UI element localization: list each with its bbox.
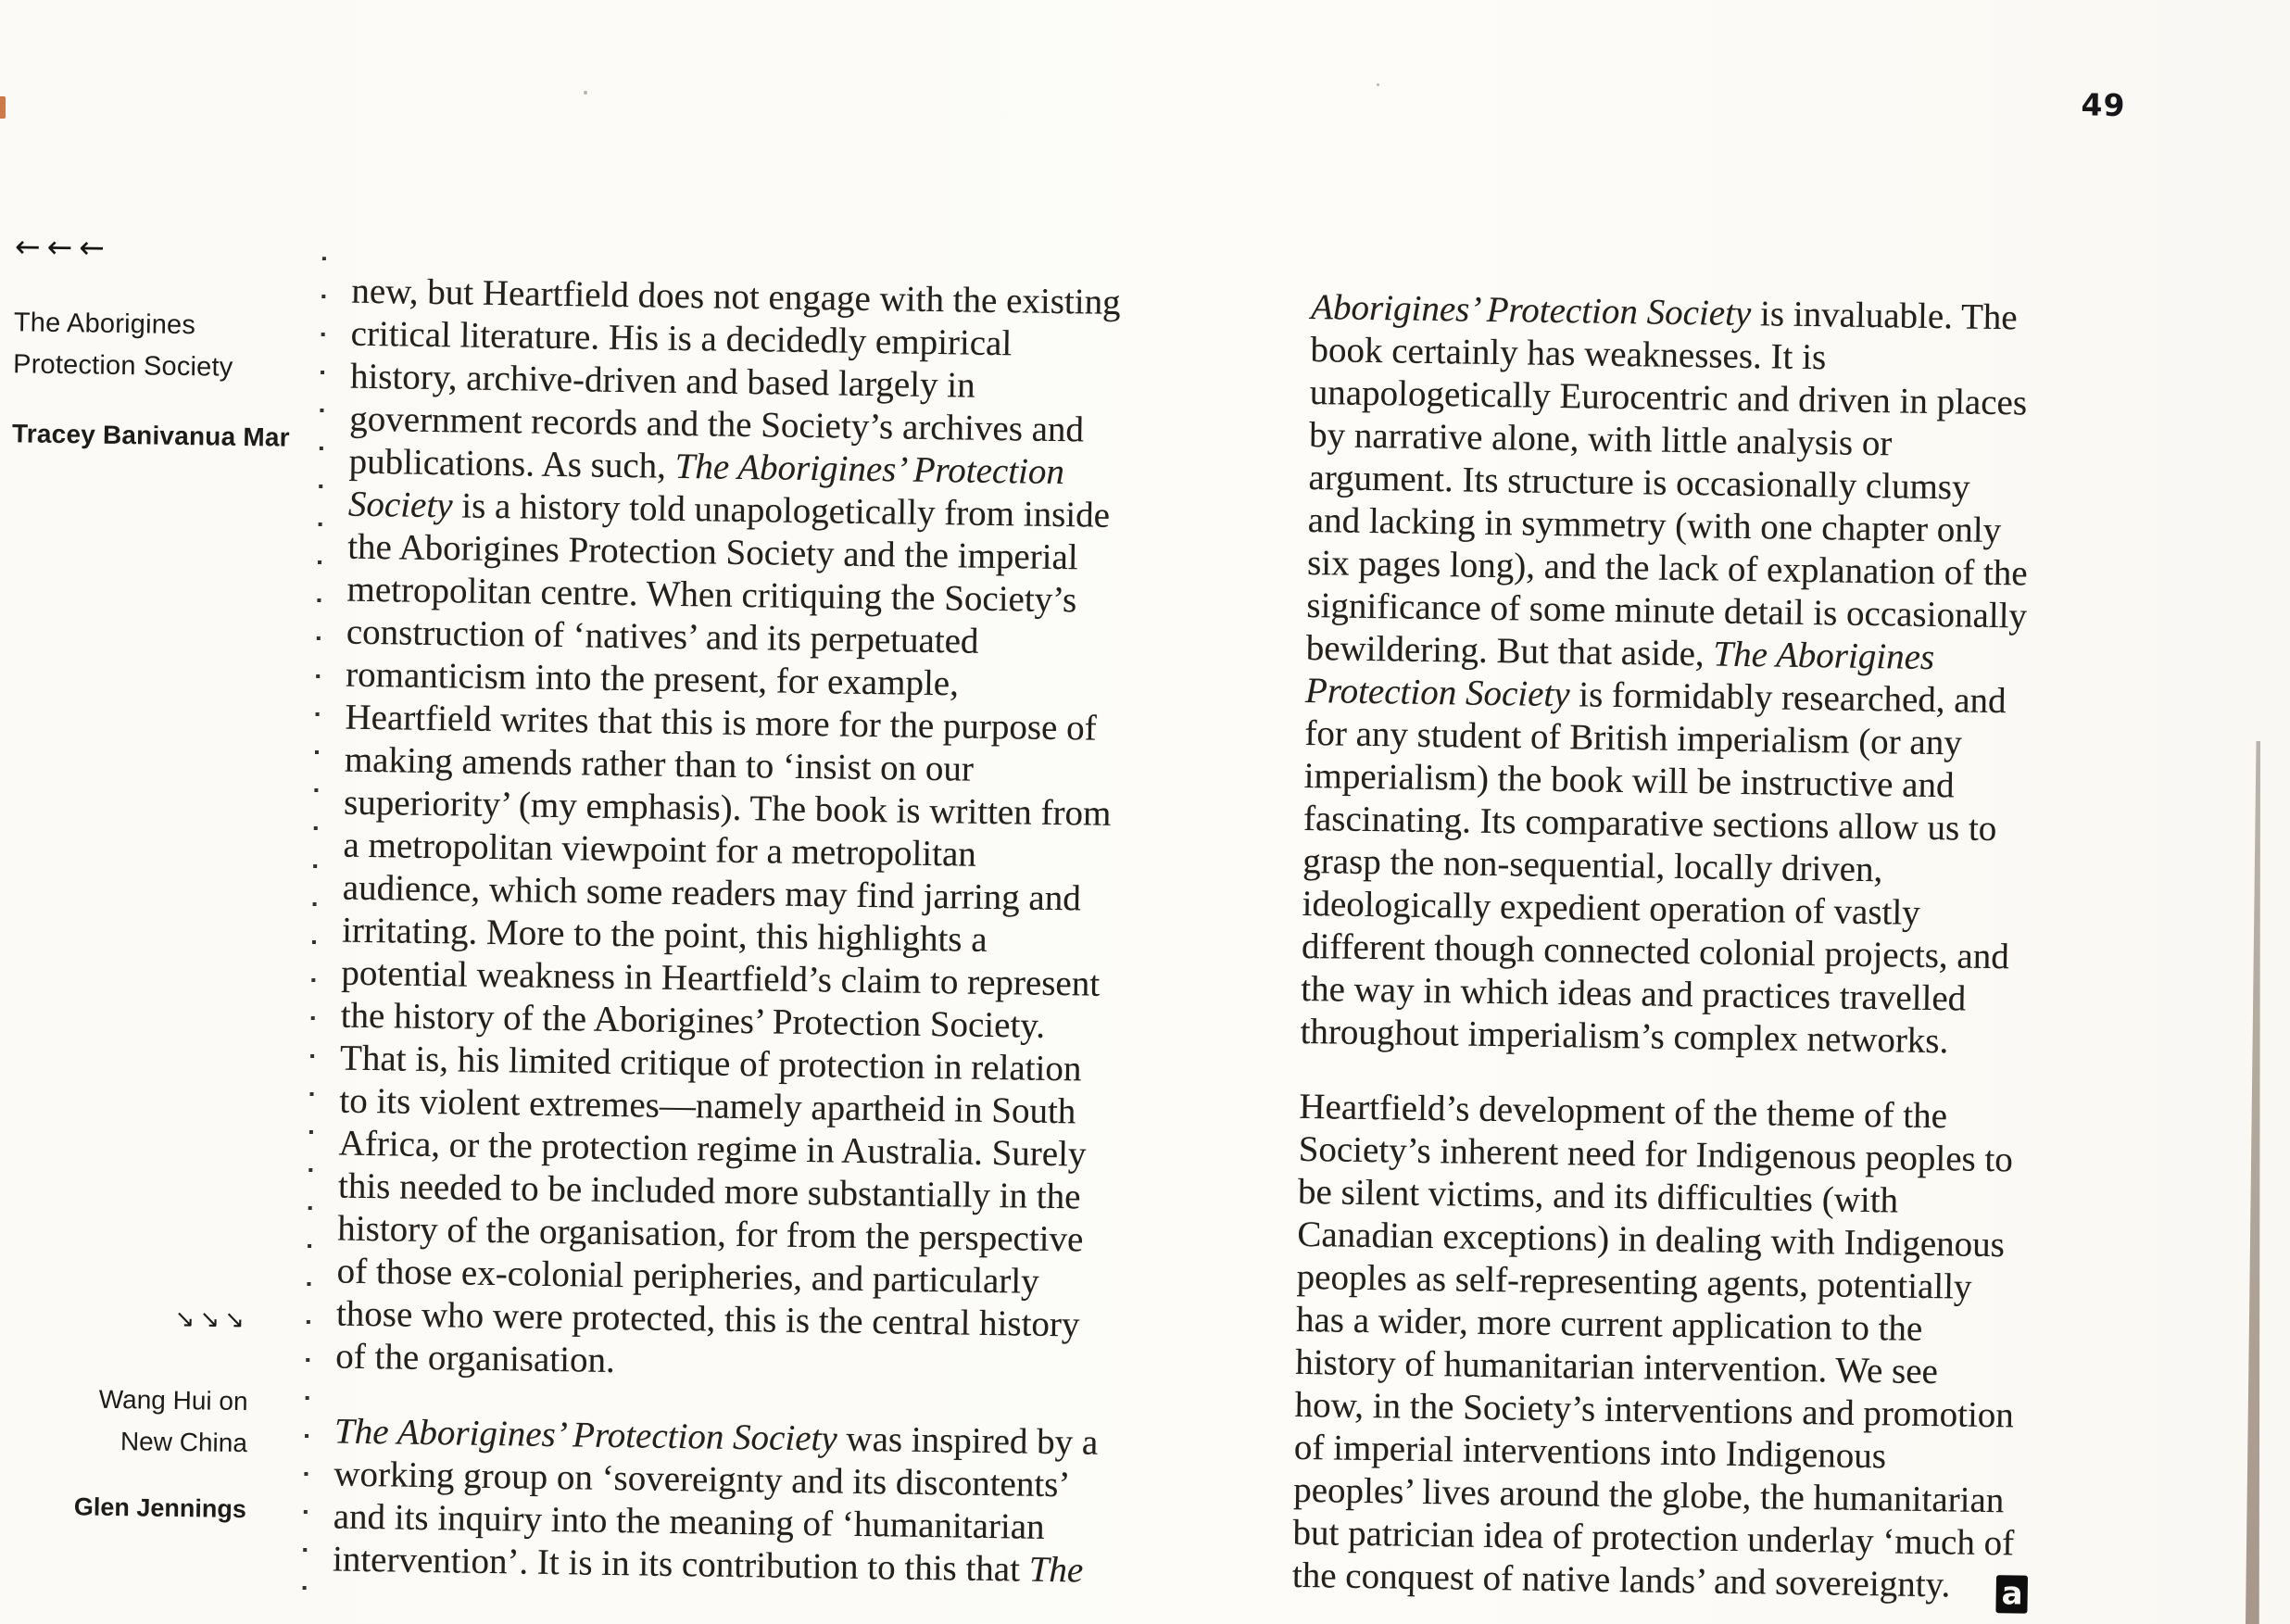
text-line: significance of some minute detail is occasionally (1306, 585, 2028, 636)
paragraph (333, 1411, 1303, 1595)
text-line: Africa, or the protection regime in Australia. Surely (338, 1123, 1087, 1175)
text-line: metropolitan centre. When critiquing the Society’s (346, 569, 1077, 621)
current-article-author: Tracey Banivanua Mar (11, 419, 290, 452)
current-article-title (13, 302, 234, 389)
text-line: potential weakness in Heartfield’s claim to represent (341, 952, 1101, 1004)
next-article-title-line-1: Wang Hui on (98, 1384, 248, 1416)
text-line: The Aborigines’ Protection Society was inspired by a (333, 1411, 1099, 1463)
text-line: the history of the Aborigines’ Protection Society. (340, 995, 1046, 1046)
text-line: of the organisation. (335, 1336, 616, 1381)
text-line: book certainly has weaknesses. It is (1310, 330, 1827, 378)
text-line: imperialism) the book will be instructive and (1303, 755, 1955, 806)
next-article-author: Glen Jennings (73, 1492, 247, 1524)
text-line: irritating. More to the point, this highlights a (341, 910, 988, 960)
text-line: but patrician idea of protection underlay ‘much of (1292, 1512, 2015, 1564)
text-line: romanticism into the present, for example, (345, 654, 960, 704)
text-line: by narrative alone, with little analysis or (1308, 415, 1893, 464)
page-number: 49 (2081, 86, 2126, 124)
article-column-1 (333, 271, 1320, 1595)
paragraph (1300, 286, 2279, 1067)
text-line: new, but Heartfield does not engage with the existing (351, 271, 1121, 322)
text-line: a metropolitan viewpoint for a metropolitan (343, 825, 977, 875)
text-line: different though connected colonial projects, and (1301, 925, 2010, 977)
text-line: Society is a history told unapologetically from inside (347, 484, 1111, 535)
text-line: the conquest of native lands’ and sovereignty. a (1292, 1555, 2261, 1611)
paragraph (335, 271, 1320, 1392)
text-line: ideologically expedient operation of vastly (1302, 883, 1921, 933)
next-article-title (0, 1377, 248, 1464)
next-article-arrows-icon: ↘↘↘ (174, 1304, 250, 1335)
text-line: bewildering. But that aside, The Aborigines (1305, 627, 1935, 678)
text-line: history of humanitarian intervention. We see (1295, 1341, 1939, 1392)
scan-speck (1377, 83, 1379, 86)
text-line: Canadian exceptions) in dealing with Indigenous (1297, 1214, 2006, 1265)
text-line: superiority’ (my emphasis). The book is written from (343, 782, 1112, 834)
text-line: the way in which ideas and practices travelled (1301, 968, 1967, 1019)
end-of-article-mark: a (1996, 1575, 2029, 1613)
text-line: argument. Its structure is occasionally clumsy (1308, 458, 1970, 508)
text-line: peoples’ lives around the globe, the humanitarian (1292, 1469, 2005, 1521)
scan-edge-red-mark (0, 96, 6, 119)
text-line: publications. As such, The Aborigines’ Protection (348, 441, 1065, 493)
text-line: working group on ‘sovereignty and its discontents’ (333, 1454, 1071, 1505)
text-line: audience, which some readers may find jarring and (342, 867, 1082, 919)
text-line: the Aborigines Protection Society and the imperial (346, 526, 1079, 578)
next-article-title-line-2: New China (120, 1427, 248, 1458)
text-line: this needed to be included more substantially in the (337, 1165, 1081, 1217)
text-line: making amends rather than to ‘insist on our (344, 739, 975, 789)
text-line: peoples as self-representing agents, potentially (1296, 1256, 1972, 1307)
text-line: construction of ‘natives’ and its perpetuated (346, 611, 979, 661)
text-line: and its inquiry into the meaning of ‘humanitarian (333, 1496, 1045, 1547)
text-line: Aborigines’ Protection Society is invaluable. The (1310, 287, 2018, 338)
text-line: throughout imperialism’s complex networks. (1300, 1011, 1949, 1062)
text-line: government records and the Society’s archives and (349, 398, 1085, 450)
dotted-column-separator (302, 257, 326, 1624)
current-article-title-line-2: Protection Society (12, 349, 233, 383)
text-line: Heartfield writes that this is more for the purpose of (345, 697, 1097, 749)
scan-speck (584, 91, 587, 94)
article-column-2 (1292, 286, 2280, 1611)
text-line: That is, his limited critique of protection in relation (339, 1038, 1082, 1089)
prev-pages-arrows-icon: ←←← (14, 228, 112, 266)
text-line: of imperial interventions into Indigenous (1293, 1427, 1887, 1477)
text-line: has a wider, more current application to the (1295, 1299, 1923, 1349)
text-line: for any student of British imperialism (or any (1304, 712, 1963, 763)
text-line: intervention’. It is in its contribution to this that The (332, 1539, 1084, 1591)
text-line: unapologetically Eurocentric and driven in places (1309, 372, 2028, 423)
text-line: to its violent extremes—namely apartheid in South (339, 1080, 1076, 1132)
text-line: grasp the non-sequential, locally driven, (1302, 840, 1883, 890)
text-line: Society’s inherent need for Indigenous peoples to (1298, 1128, 2014, 1180)
text-line: those who were protected, this is the central history (335, 1293, 1080, 1345)
text-line: and lacking in symmetry (with one chapter only (1307, 500, 2002, 551)
text-line: fascinating. Its comparative sections allow us to (1302, 798, 1997, 850)
current-article-title-line-1: The Aborigines (13, 308, 196, 341)
text-line: be silent victims, and its difficulties (with (1297, 1171, 1899, 1221)
paragraph (1292, 1086, 2268, 1611)
text-line: critical literature. His is a decidedly empirical (350, 313, 1013, 364)
text-line: six pages long), and the lack of explanation of the (1306, 543, 2028, 594)
text-line: of those ex-colonial peripheries, and particularly (336, 1251, 1039, 1302)
text-line: Protection Society is formidably researched, and (1304, 670, 2007, 722)
text-line: Heartfield’s development of the theme of the (1299, 1086, 1948, 1137)
text-line: history of the organisation, for from the perspective (337, 1208, 1084, 1260)
text-line: history, archive-driven and based largely in (349, 356, 975, 406)
text-line: how, in the Society’s interventions and promotion (1294, 1384, 2015, 1436)
